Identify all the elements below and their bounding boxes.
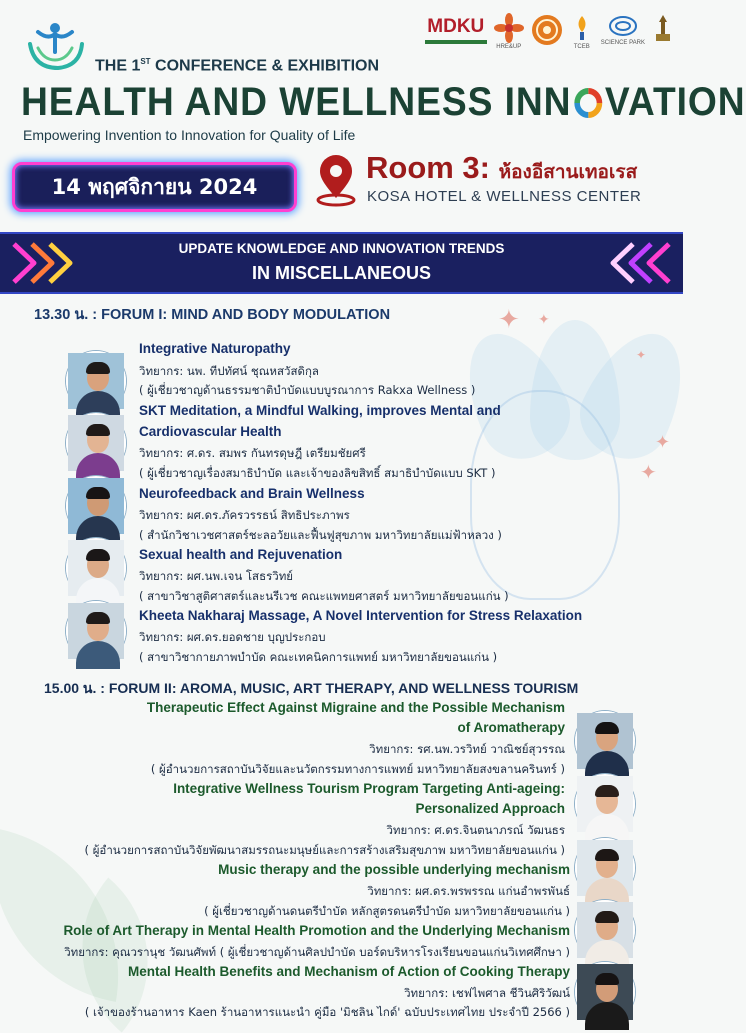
sparkle-icon: ✦ bbox=[655, 432, 671, 453]
talk-title: Therapeutic Effect Against Migraine and the Possible Mechanism bbox=[146, 700, 565, 715]
speaker-photo bbox=[575, 838, 635, 898]
speaker-photo bbox=[575, 962, 635, 1022]
partner-logo-label: TCEB bbox=[573, 44, 590, 50]
partner-logo bbox=[601, 14, 645, 46]
university-crest-logo bbox=[653, 14, 673, 44]
speaker-photo bbox=[66, 476, 126, 536]
talk-title: Role of Art Therapy in Mental Health Promotion and the Underlying Mechanism bbox=[63, 923, 570, 938]
partner-logo-label: HRE&UP bbox=[496, 44, 522, 50]
partner-logos bbox=[425, 14, 673, 50]
talk-title: Neurofeedback and Brain Wellness bbox=[139, 486, 365, 501]
speaker-role: ( ผู้เชี่ยวชาญด้านธรรมชาติบำบัดแบบบูรณาการ Rakxa Wellness ) bbox=[139, 383, 476, 397]
speaker-role: ( สาขาวิชาสูติศาสตร์และนรีเวช คณะแพทยศาสตร์ มหาวิทยาลัยขอนแก่น ) bbox=[139, 589, 509, 603]
flower-logo bbox=[495, 14, 523, 42]
event-date: 14 พฤศจิกายน 2024 bbox=[51, 174, 258, 199]
talk-title: Integrative Naturopathy bbox=[139, 341, 291, 356]
sparkle-icon: ✦ bbox=[498, 305, 520, 335]
speaker-name: วิทยากร: เชฟไพศาล ชีวินศิริวัฒน์ bbox=[404, 986, 570, 1000]
speaker-role: ( ผู้เชี่ยวชาญเรื่องสมาธิบำบัด และเจ้าของลิขสิทธิ์ สมาธิบำบัดแบบ SKT ) bbox=[139, 466, 496, 480]
speaker-name: วิทยากร: ผศ.ดร.พรพรรณ แก่นอำพรพันธ์ bbox=[367, 884, 570, 898]
head-silhouette-decoration bbox=[470, 390, 620, 600]
speaker-role: ( เจ้าของร้านอาหาร Kaen ร้านอาหารแนะนำ คู่มือ 'มิชลิน ไกด์' ฉบับประเทศไทย ประจำปี 2566 ) bbox=[84, 1005, 570, 1019]
banner-line-1: UPDATE KNOWLEDGE AND INNOVATION TRENDS bbox=[178, 241, 505, 256]
speaker-role: ( ผู้อำนวยการสถาบันวิจัยและนวัตกรรมทางการแพทย์ มหาวิทยาลัยสงขลานครินทร์ ) bbox=[150, 762, 565, 776]
partner-logo bbox=[425, 14, 487, 44]
tagline: Empowering Invention to Innovation for Quality of Life bbox=[23, 127, 356, 143]
talk-title: Kheeta Nakharaj Massage, A Novel Intervention for Stress Relaxation bbox=[139, 608, 583, 623]
partner-logo bbox=[531, 14, 563, 46]
talk-title: of Aromatherapy bbox=[457, 720, 565, 735]
speaker-role: ( สาขาวิชากายภาพบำบัด คณะเทคนิคการแพทย์ มหาวิทยาลัยขอนแก่น ) bbox=[139, 650, 498, 664]
partner-logo-label: SCIENCE PARK bbox=[600, 40, 645, 46]
speaker-photo bbox=[575, 900, 635, 960]
sparkle-icon: ✦ bbox=[538, 312, 550, 328]
talk-title: Sexual health and Rejuvenation bbox=[139, 547, 343, 562]
speaker-name: วิทยากร: นพ. ทีปทัศน์ ชุณหสวัสดิกุล bbox=[139, 364, 319, 378]
speaker-name: วิทยากร: ผศ.ดร.ยอดชาย บุญประกอบ bbox=[139, 630, 326, 644]
speaker-photo bbox=[66, 538, 126, 598]
science-park-logo bbox=[608, 14, 638, 38]
innovation-o-logo bbox=[572, 88, 604, 118]
talk-title: Music therapy and the possible underlying mechanism bbox=[218, 862, 570, 877]
forum-1-heading: 13.30 น. : FORUM I: MIND AND BODY MODULATION bbox=[34, 307, 391, 323]
speaker-name: วิทยากร: ผศ.นพ.เจน โสธรวิทย์ bbox=[139, 569, 294, 583]
partner-logo bbox=[653, 14, 673, 44]
room-label: Room 3: ห้องอีสานเทอเรส bbox=[366, 150, 638, 185]
speaker-photo bbox=[66, 351, 126, 411]
talk-title: Mental Health Benefits and Mechanism of Action of Cooking Therapy bbox=[127, 964, 570, 979]
speaker-photo bbox=[575, 774, 635, 834]
speaker-name: วิทยากร: ผศ.ดร.ภัครวรรธน์ สิทธิประภาพร bbox=[139, 508, 350, 522]
location-pin-icon bbox=[314, 154, 358, 206]
talk-title: Personalized Approach bbox=[415, 801, 565, 816]
speaker-role: ( สำนักวิชาเวชศาสตร์ชะลอวัยและฟื้นฟูสุขภาพ มหาวิทยาลัยแม่ฟ้าหลวง ) bbox=[139, 528, 502, 542]
venue-name: KOSA HOTEL & WELLNESS CENTER bbox=[367, 188, 642, 205]
partner-logo bbox=[495, 14, 523, 50]
speaker-photo bbox=[575, 711, 635, 771]
talk-title: Cardiovascular Health bbox=[139, 424, 282, 439]
sparkle-icon: ✦ bbox=[636, 348, 647, 362]
seal-logo bbox=[531, 14, 563, 46]
speaker-name: วิทยากร: ศ.ดร. สมพร กันทรดุษฎี เตรียมชัยศรี bbox=[139, 446, 366, 460]
health-wellness-logo bbox=[24, 10, 86, 72]
partner-logo bbox=[571, 14, 593, 50]
sparkle-icon: ✦ bbox=[640, 460, 657, 484]
speaker-role: ( ผู้เชี่ยวชาญด้านดนตรีบำบัด หลักสูตรดนตรีบำบัด มหาวิทยาลัยขอนแก่น ) bbox=[204, 904, 570, 918]
banner-line-2: IN MISCELLANEOUS bbox=[251, 263, 431, 283]
speaker-name: วิทยากร: คุณวรานุช วัฒนศัพท์ ( ผู้เชี่ยวชาญด้านศิลปบำบัด บอร์ดบริหารโรงเรียนขอนแก่นวิเทศศึกษา ) bbox=[64, 945, 570, 959]
talk-title: Integrative Wellness Tourism Program Targeting Anti-ageing: bbox=[173, 781, 565, 796]
speaker-role: ( ผู้อำนวยการสถาบันวิจัยพัฒนาสมรรถนะมนุษย์และการสร้างเสริมสุขภาพ มหาวิทยาลัยขอนแก่น ) bbox=[84, 843, 565, 857]
speaker-photo bbox=[66, 601, 126, 661]
speaker-name: วิทยากร: ศ.ดร.จินตนาภรณ์ วัฒนธร bbox=[386, 823, 565, 837]
tceb-logo bbox=[571, 14, 593, 42]
forum-2-heading: 15.00 น. : FORUM II: AROMA, MUSIC, ART THERAPY, AND WELLNESS TOURISM bbox=[44, 680, 579, 696]
conference-label: THE 1ST CONFERENCE & EXHIBITION bbox=[95, 57, 380, 75]
mdku-logo: MDKU bbox=[427, 16, 485, 37]
speaker-photo bbox=[66, 413, 126, 473]
event-date-badge bbox=[12, 162, 297, 212]
speaker-name: วิทยากร: รศ.นพ.วรวิทย์ วาณิชย์สุวรรณ bbox=[369, 742, 565, 756]
talk-title: SKT Meditation, a Mindful Walking, improves Mental and bbox=[139, 403, 501, 418]
main-title: HEALTH AND WELLNESS INN VATION bbox=[21, 80, 746, 124]
